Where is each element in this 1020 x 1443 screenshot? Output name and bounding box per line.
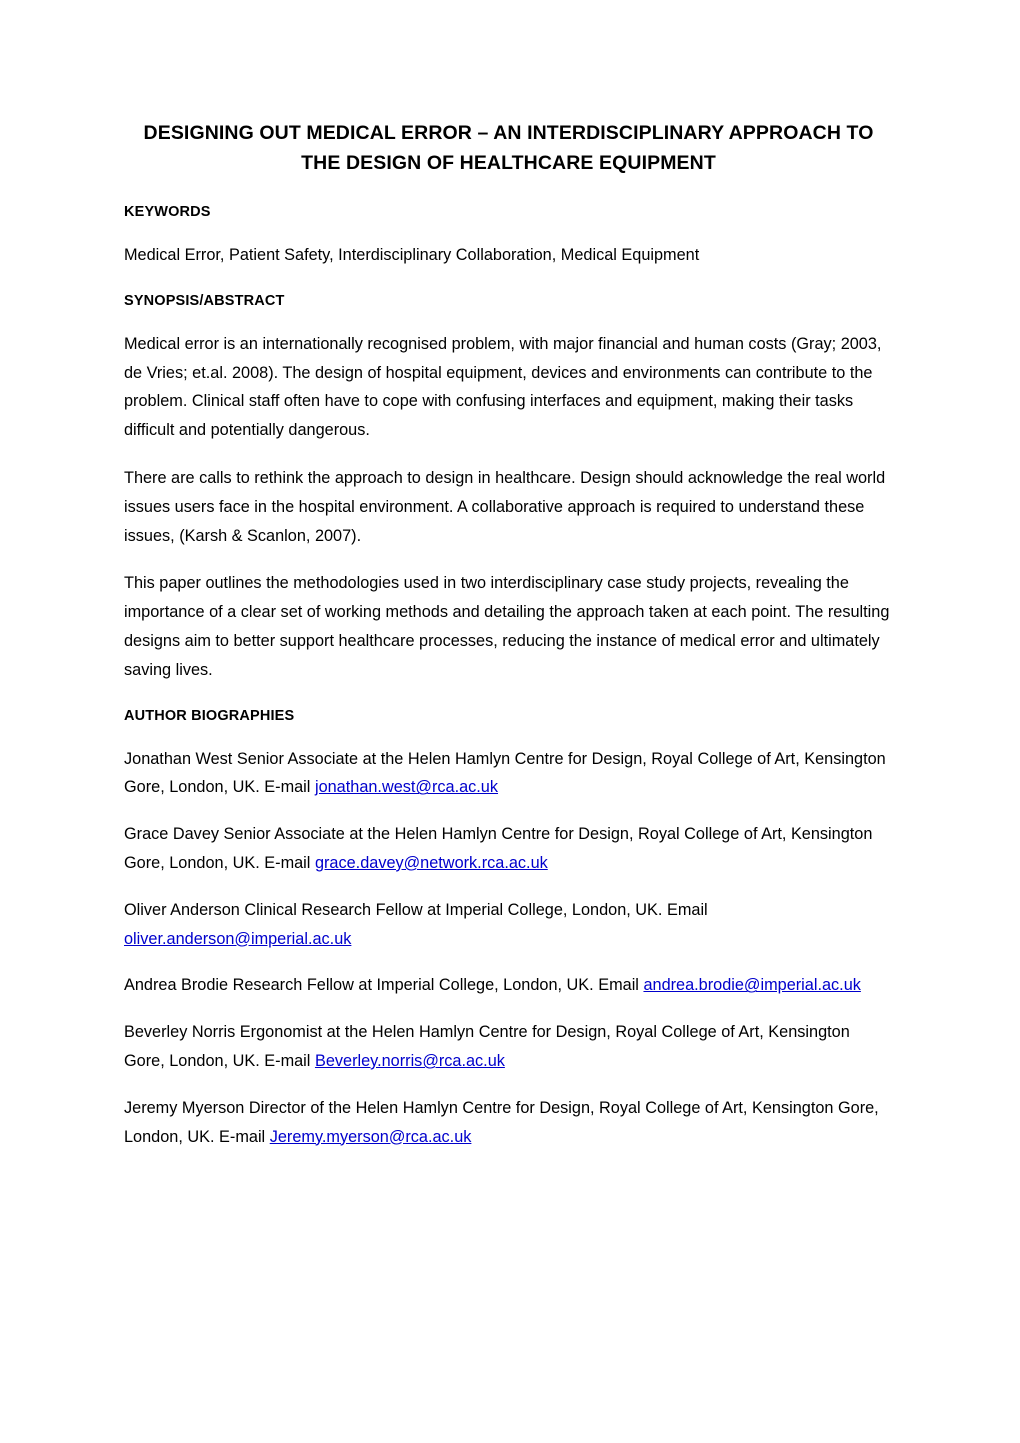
email-link-andrea-brodie[interactable]: andrea.brodie@imperial.ac.uk <box>643 976 861 995</box>
author-bio-text: Grace Davey Senior Associate at the Helen Hamlyn Centre for Design, Royal College of Art, Kensington Gore, London, UK. E-mail <box>124 825 873 872</box>
author-bio-text: Jonathan West Senior Associate at the Helen Hamlyn Centre for Design, Royal College of Art, Kensington Gore, London, UK. E-mail <box>124 749 886 797</box>
email-link-jeremy-myerson[interactable]: Jeremy.myerson@rca.ac.uk <box>269 1127 472 1146</box>
author-bio-jonathan-west <box>124 745 893 803</box>
email-link-grace-davey[interactable]: grace.davey@network.rca.ac.uk <box>314 853 548 872</box>
section-heading-synopsis-abstract: SYNOPSIS/ABSTRACT <box>124 292 285 309</box>
author-bio-text: Oliver Anderson Clinical Research Fellow at Imperial College, London, UK. Email <box>124 900 708 919</box>
email-link-jonathan-west[interactable]: jonathan.west@rca.ac.uk <box>314 778 499 797</box>
email-link-oliver-anderson[interactable]: oliver.anderson@imperial.ac.uk <box>124 929 352 948</box>
author-bio-text: Beverley Norris Ergonomist at the Helen Hamlyn Centre for Design, Royal College of Art, Kensington Gore, London, UK. E-mail <box>124 1023 850 1070</box>
author-bio-andrea-brodie <box>124 971 893 1000</box>
author-bio-text: Andrea Brodie Research Fellow at Imperial College, London, UK. Email <box>124 976 644 995</box>
page-title: DESIGNING OUT MEDICAL ERROR – AN INTERDISCIPLINARY APPROACH TO THE DESIGN OF HEALTHCARE EQUIPMENT <box>143 122 874 174</box>
email-link-beverley-norris[interactable]: Beverley.norris@rca.ac.uk <box>314 1051 505 1070</box>
abstract-paragraph-3: This paper outlines the methodologies used in two interdisciplinary case study projects, revealing the importance of a clear set of working methods and detailing the approach taken at each point. The resulting designs aim to better support healthcare processes, reducing the instance of medical error and ultimately saving lives. <box>124 574 890 679</box>
section-heading-author-biographies: AUTHOR BIOGRAPHIES <box>124 707 295 724</box>
author-bio-grace-davey <box>124 820 893 878</box>
abstract-paragraph-2: There are calls to rethink the approach to design in healthcare. Design should acknowledge the real world issues users face in the hospital environment. A collaborative approach is required to understand these issues, (Karsh & Scanlon, 2007). <box>124 468 886 545</box>
abstract-paragraph-1: Medical error is an internationally recognised problem, with major financial and human costs (Gray; 2003, de Vries; et.al. 2008). The design of hospital equipment, devices and environments can contribute to the problem. Clinical staff often have to cope with confusing interfaces and equipment, making their tasks difficult and potentially dangerous. <box>124 334 882 440</box>
author-bio-beverley-norris <box>124 1018 893 1076</box>
keywords-text: Medical Error, Patient Safety, Interdisciplinary Collaboration, Medical Equipment <box>124 246 700 264</box>
section-heading-keywords: KEYWORDS <box>124 204 211 220</box>
author-bio-oliver-anderson <box>124 896 893 954</box>
author-bio-text: Jeremy Myerson Director of the Helen Hamlyn Centre for Design, Royal College of Art, Kensington Gore, London, UK. E-mail <box>124 1098 879 1146</box>
author-bio-jeremy-myerson <box>124 1094 893 1152</box>
